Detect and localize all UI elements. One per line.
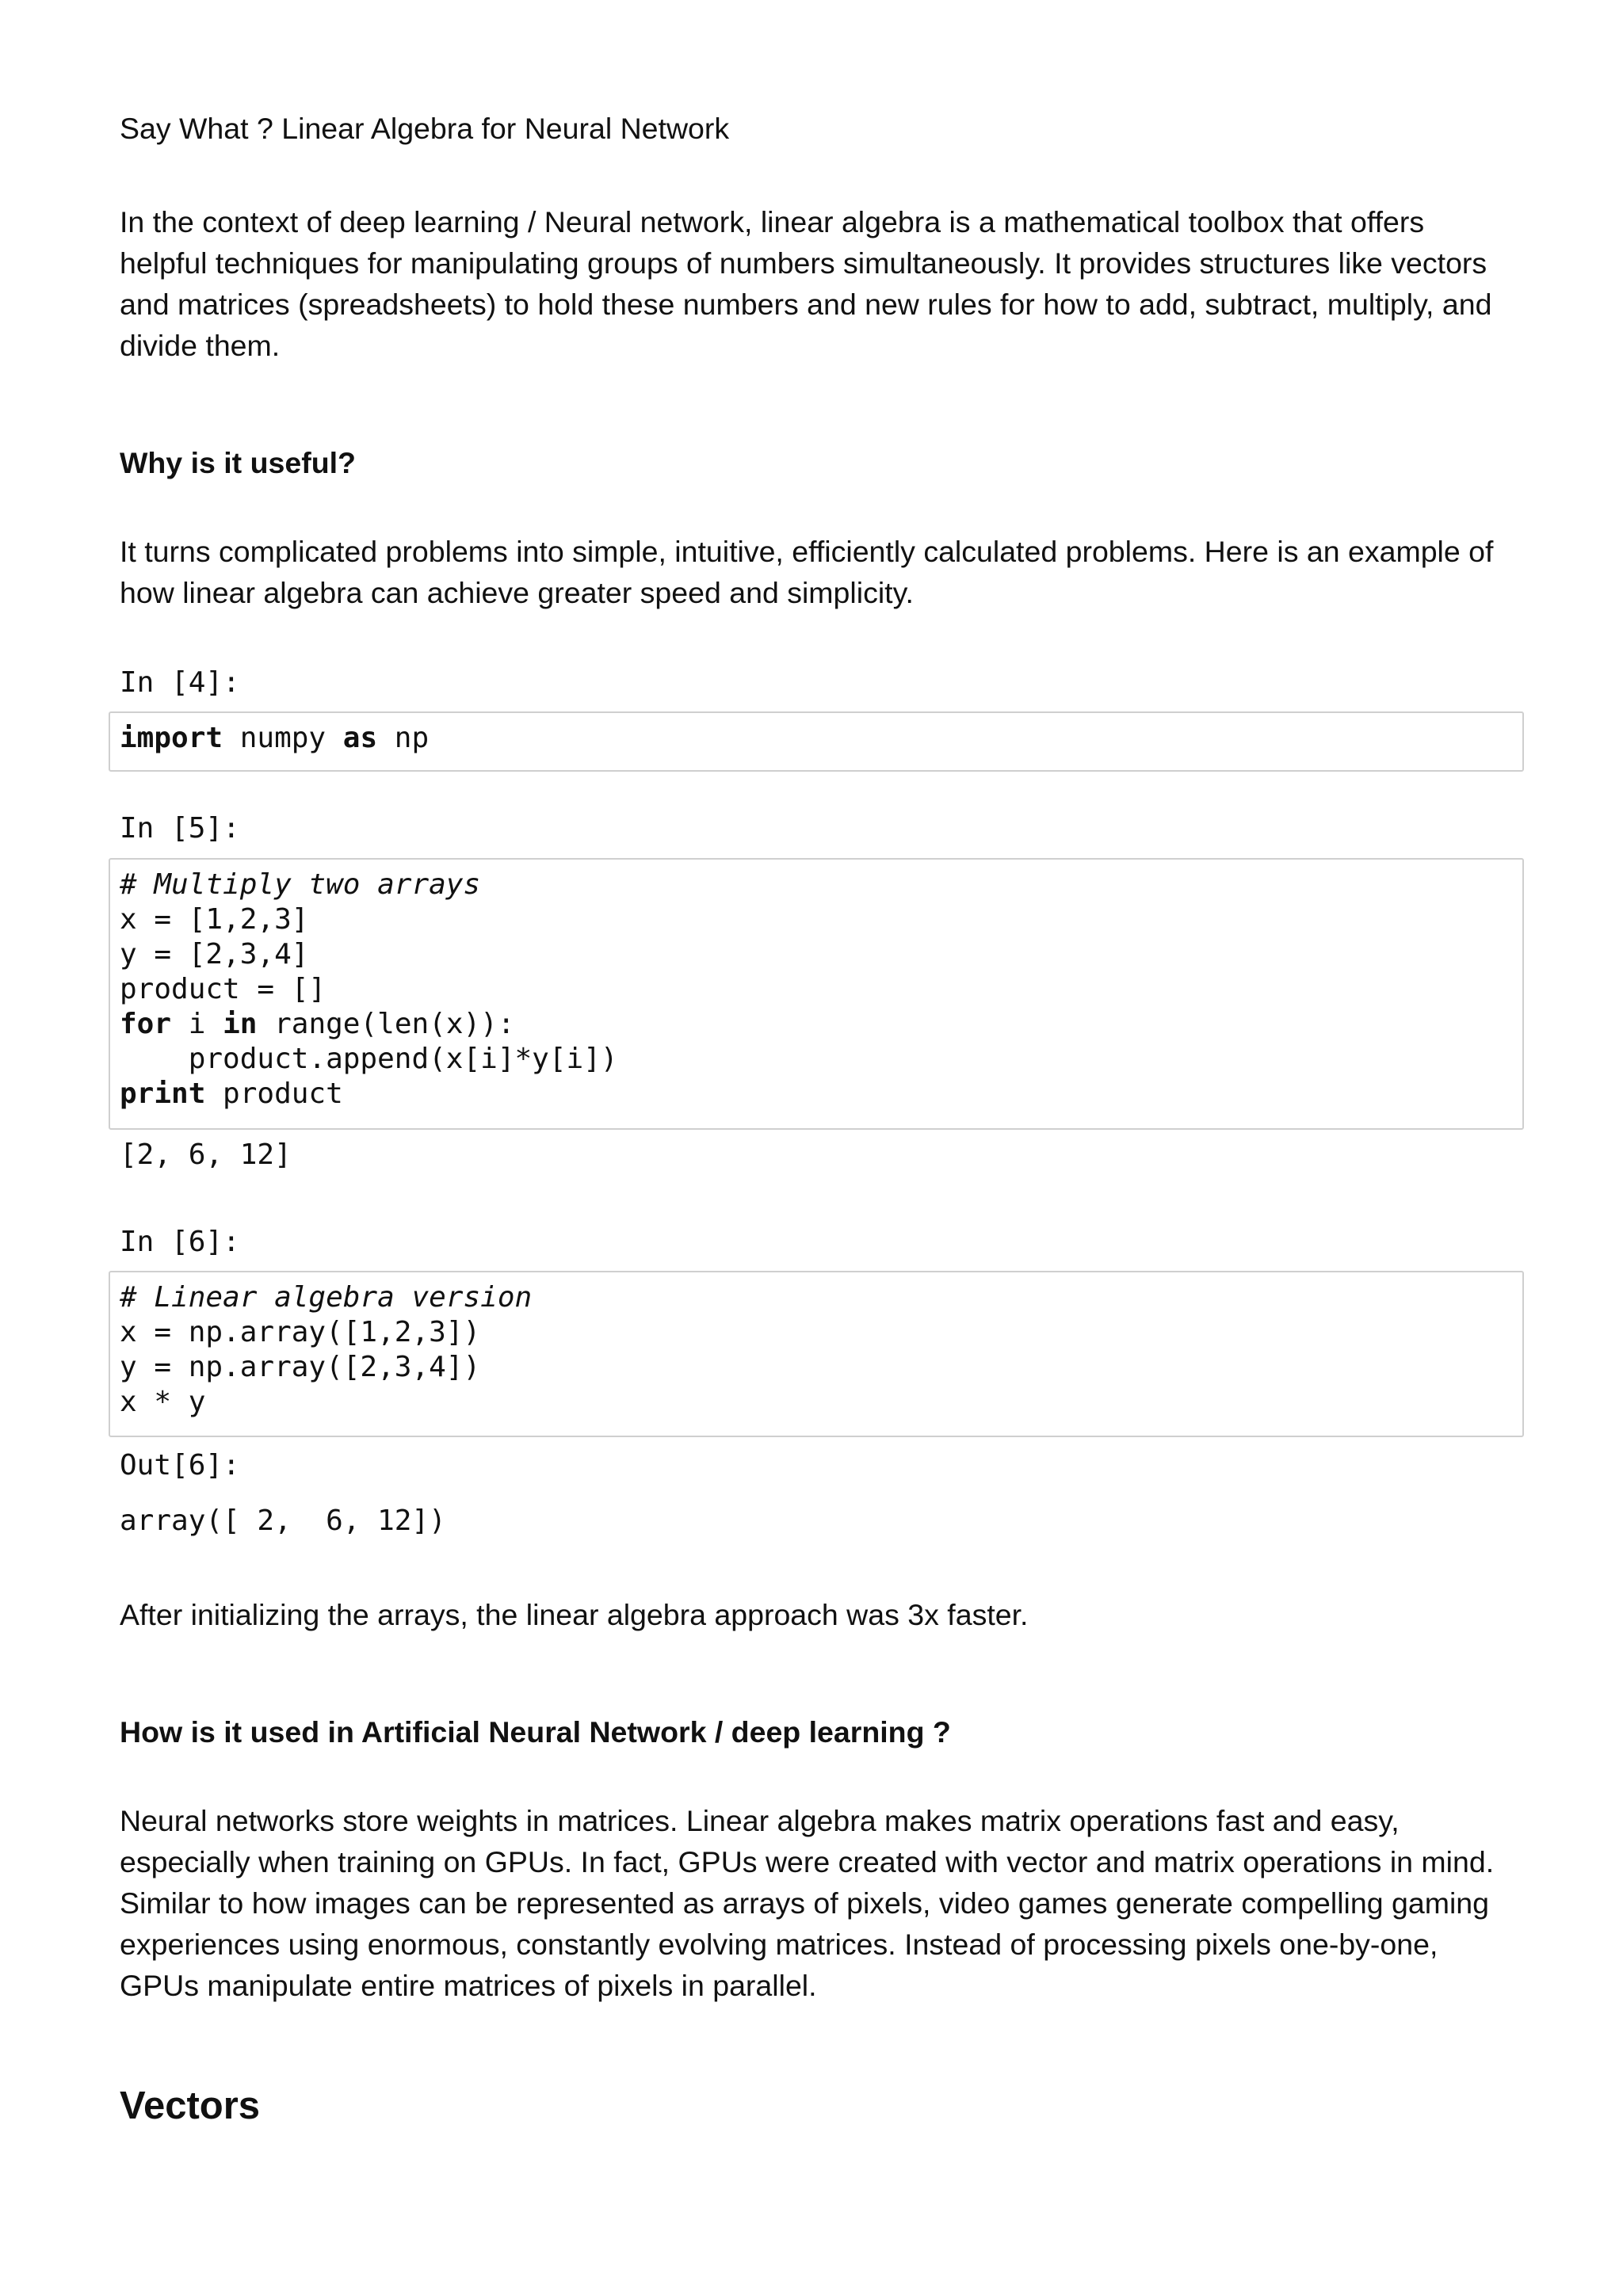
why-useful-heading: Why is it useful? — [120, 446, 356, 479]
how-used-paragraph: Neural networks store weights in matrices. Linear algebra makes matrix operations fast and easy, especially when training on GPUs. In fact, GPUs were created with vector and matrix operations in mind. Similar to how images can be represented as arrays of pixels, video games generate compelling gaming experiences using enormous, constantly evolving matrices. Instead of processing pixels one-by-one, GPUs manipulate entire matrices of pixels in parallel. — [120, 1804, 1495, 2002]
code-cell-4-source — [120, 721, 1513, 756]
code-comment: # Multiply two arrays — [120, 868, 481, 901]
code-token: product — [205, 1077, 343, 1110]
code-line: product.append(x[i]*y[i]) — [120, 1043, 618, 1075]
why-useful-paragraph: It turns complicated problems into simple, intuitive, efficiently calculated problems. Here is an example of how linear algebra can achieve greater speed and simplicity. — [120, 535, 1494, 609]
code-line: x * y — [120, 1386, 206, 1418]
keyword-in: in — [223, 1008, 258, 1040]
cell-4-prompt: In [4]: — [120, 666, 240, 699]
keyword-for: for — [120, 1008, 172, 1040]
cell-5-prompt: In [5]: — [120, 812, 240, 845]
cell-6-prompt: In [6]: — [120, 1226, 240, 1258]
code-token: i — [171, 1008, 223, 1040]
page-title: Say What ? Linear Algebra for Neural Network — [120, 112, 730, 145]
cell-6-out-prompt: Out[6]: — [120, 1449, 240, 1482]
code-line: x = np.array([1,2,3]) — [120, 1316, 481, 1348]
code-cell-4[interactable] — [109, 711, 1524, 772]
code-cell-6[interactable] — [109, 1271, 1524, 1437]
intro-paragraph: In the context of deep learning / Neural network, linear algebra is a mathematical toolbox that offers helpful techniques for manipulating groups of numbers simultaneously. It provides structures like vectors and matrices (spreadsheets) to hold these numbers and new rules for how to add, subtract, multiply, and divide them. — [120, 205, 1492, 362]
code-token: range(len(x)): — [257, 1008, 515, 1040]
keyword-print: print — [120, 1077, 206, 1110]
code-token: np — [377, 722, 430, 754]
code-cell-5[interactable] — [109, 858, 1524, 1130]
cell-6-output: array([ 2, 6, 12]) — [120, 1505, 446, 1537]
after-paragraph: After initializing the arrays, the linear algebra approach was 3x faster. — [120, 1598, 1029, 1631]
code-line: product = [] — [120, 973, 327, 1005]
code-cell-5-source — [120, 868, 1513, 1112]
keyword-import: import — [120, 722, 223, 754]
code-token: numpy — [223, 722, 343, 754]
code-line: y = np.array([2,3,4]) — [120, 1351, 481, 1383]
code-comment: # Linear algebra version — [120, 1281, 533, 1314]
how-used-heading: How is it used in Artificial Neural Network / deep learning ? — [120, 1715, 951, 1749]
code-cell-6-source — [120, 1280, 1513, 1420]
code-line: x = [1,2,3] — [120, 903, 309, 936]
keyword-as: as — [342, 722, 378, 754]
cell-5-output: [2, 6, 12] — [120, 1138, 292, 1171]
vectors-heading: Vectors — [120, 2084, 261, 2127]
code-line: y = [2,3,4] — [120, 938, 309, 971]
